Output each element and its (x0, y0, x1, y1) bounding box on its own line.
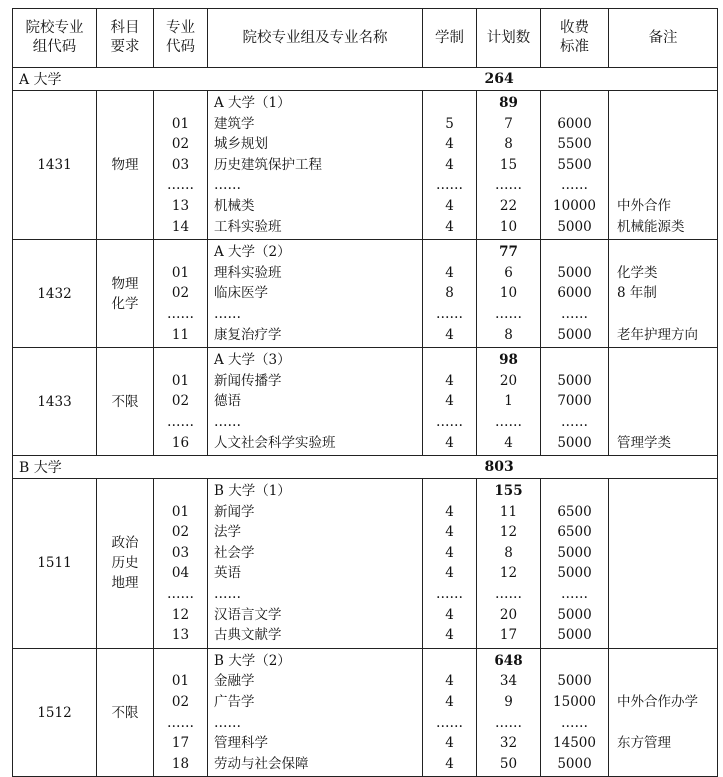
fee: 5500 (557, 136, 592, 153)
fee: …… (561, 305, 588, 322)
major-code: 02 (171, 393, 190, 410)
group-code: 1512 (13, 648, 97, 777)
major-name: 管理科学 (214, 735, 268, 752)
fee: 6000 (557, 115, 592, 132)
header-duration: 学制 (423, 9, 477, 68)
major-code (154, 651, 207, 672)
admission-plan-table (12, 8, 718, 777)
duration: 4 (445, 434, 454, 451)
major-code: 13 (171, 627, 190, 644)
major-code: …… (167, 177, 194, 194)
major-name: …… (214, 177, 241, 194)
plan: …… (495, 177, 522, 194)
note (609, 563, 717, 584)
major-name: 劳动与社会保障 (214, 755, 309, 772)
note: 东方管理 (617, 735, 671, 752)
subject-line: 政治 (111, 535, 139, 552)
notes (609, 240, 718, 348)
plan: 4 (504, 434, 513, 451)
fee: …… (561, 177, 588, 194)
plans (477, 648, 541, 777)
duration: 4 (445, 606, 454, 623)
fee: 5000 (557, 264, 592, 281)
fee: …… (561, 714, 588, 731)
major-code: 01 (171, 503, 190, 520)
major-code: 14 (171, 218, 190, 235)
plan: …… (495, 714, 522, 731)
duration (423, 350, 476, 371)
plan: 10 (499, 218, 518, 235)
fee: 10000 (553, 197, 596, 214)
major-name: …… (214, 714, 241, 731)
plan: …… (495, 305, 522, 322)
note: 化学类 (617, 264, 658, 281)
fee: 5000 (557, 755, 592, 772)
durations (423, 240, 477, 348)
note (609, 391, 717, 412)
subject-line: 地理 (111, 575, 139, 592)
subject-line: 物理 (111, 157, 139, 174)
major-names (208, 648, 423, 777)
major-codes (154, 240, 208, 348)
plan: 34 (499, 673, 518, 690)
major-name: 建筑学 (214, 115, 255, 132)
fee: …… (561, 586, 588, 603)
major-name: …… (214, 586, 241, 603)
major-code: 01 (171, 264, 190, 281)
plan: 9 (504, 694, 513, 711)
fee: 5000 (557, 565, 592, 582)
duration (423, 242, 476, 263)
major-code: …… (167, 714, 194, 731)
duration: 4 (445, 326, 454, 343)
note (609, 625, 717, 646)
note (609, 114, 717, 135)
major-code (154, 350, 207, 371)
plan: 20 (499, 372, 518, 389)
subject-line: 化学 (111, 295, 139, 312)
plan: 8 (504, 326, 513, 343)
fee: 6500 (557, 524, 592, 541)
fee (541, 481, 608, 502)
major-code (154, 242, 207, 263)
university-name: A 大学 (13, 68, 477, 91)
major-codes (154, 348, 208, 456)
major-code: 18 (171, 755, 190, 772)
subject-requirement (97, 348, 154, 456)
header-major-code: 专业代码 (154, 9, 208, 68)
fee: 14500 (553, 735, 596, 752)
note: 中外合作 (617, 197, 671, 214)
duration: …… (436, 714, 463, 731)
duration: 4 (445, 393, 454, 410)
duration: 4 (445, 544, 454, 561)
duration: 4 (445, 264, 454, 281)
plan: 12 (499, 565, 518, 582)
major-codes (154, 91, 208, 240)
fees (541, 240, 609, 348)
fee: 6000 (557, 285, 592, 302)
duration (423, 651, 476, 672)
duration: 4 (445, 673, 454, 690)
note (609, 93, 717, 114)
note (609, 134, 717, 155)
duration: 8 (445, 285, 454, 302)
major-code: …… (167, 586, 194, 603)
duration: 4 (445, 218, 454, 235)
major-code: 02 (171, 524, 190, 541)
major-code: …… (167, 305, 194, 322)
plan: 32 (499, 735, 518, 752)
major-code: 02 (171, 694, 190, 711)
major-code: 11 (171, 326, 190, 343)
table-body (13, 68, 718, 777)
group-code: 1431 (13, 91, 97, 240)
note: 管理学类 (617, 434, 671, 451)
major-name: 工科实验班 (214, 218, 282, 235)
group-row (13, 348, 718, 456)
note (609, 304, 717, 325)
group-total: 98 (499, 352, 518, 369)
fee: 5000 (557, 372, 592, 389)
plan: …… (495, 413, 522, 430)
group-row (13, 648, 718, 777)
fee: 15000 (553, 694, 596, 711)
note (609, 605, 717, 626)
duration: 5 (445, 115, 454, 132)
header-name: 院校专业组及专业名称 (208, 9, 423, 68)
note (609, 522, 717, 543)
plans (477, 479, 541, 649)
plans (477, 91, 541, 240)
group-title: A 大学（3） (214, 352, 291, 369)
plan: 50 (499, 755, 518, 772)
plan: 15 (499, 156, 518, 173)
university-name: B 大学 (13, 456, 477, 479)
note (609, 350, 717, 371)
major-code: 17 (171, 735, 190, 752)
header-row (13, 9, 718, 68)
duration: 4 (445, 503, 454, 520)
major-name: 人文社会科学实验班 (214, 434, 336, 451)
duration: 4 (445, 565, 454, 582)
subject-line: 不限 (111, 704, 139, 721)
group-title: B 大学（1） (214, 483, 291, 500)
major-names (208, 479, 423, 649)
durations (423, 479, 477, 649)
major-name: 金融学 (214, 673, 255, 690)
plan: 1 (504, 393, 513, 410)
major-name: 城乡规划 (214, 136, 268, 153)
major-code: 01 (171, 372, 190, 389)
major-name: 古典文献学 (214, 627, 282, 644)
fee: 5000 (557, 544, 592, 561)
durations (423, 91, 477, 240)
duration: 4 (445, 524, 454, 541)
duration (423, 93, 476, 114)
group-code: 1432 (13, 240, 97, 348)
university-row (13, 68, 718, 91)
major-name: 历史建筑保护工程 (214, 156, 322, 173)
group-total: 155 (494, 483, 523, 500)
major-name: 广告学 (214, 694, 255, 711)
header-fee: 收费标准 (541, 9, 609, 68)
plan: 8 (504, 136, 513, 153)
note (609, 651, 717, 672)
plan: 6 (504, 264, 513, 281)
subject-line: 物理 (111, 275, 139, 292)
major-name: 康复治疗学 (214, 326, 282, 343)
fee: 7000 (557, 393, 592, 410)
header-subject-req: 科目要求 (97, 9, 154, 68)
major-code: 03 (171, 544, 190, 561)
note (609, 754, 717, 775)
group-total: 648 (494, 652, 523, 669)
duration: 4 (445, 136, 454, 153)
university-total: 803 (477, 456, 718, 479)
major-names (208, 240, 423, 348)
major-codes (154, 479, 208, 649)
duration: 4 (445, 372, 454, 389)
plan: 11 (499, 503, 518, 520)
group-code: 1433 (13, 348, 97, 456)
note: 8 年制 (617, 285, 657, 302)
note: 中外合作办学 (617, 694, 698, 711)
major-name: 汉语言文学 (214, 606, 282, 623)
group-title: A 大学（1） (214, 95, 291, 111)
fee: 6500 (557, 503, 592, 520)
duration: …… (436, 177, 463, 194)
fee: 5000 (557, 673, 592, 690)
note (609, 412, 717, 433)
plan: 20 (499, 606, 518, 623)
note (609, 502, 717, 523)
plan: 10 (499, 285, 518, 302)
subject-requirement (97, 648, 154, 777)
note (609, 481, 717, 502)
durations (423, 348, 477, 456)
note (609, 584, 717, 605)
university-total: 264 (477, 68, 718, 91)
fee (541, 350, 608, 371)
notes (609, 648, 718, 777)
major-names (208, 91, 423, 240)
duration: 4 (445, 755, 454, 772)
fee (541, 651, 608, 672)
major-code: 02 (171, 285, 190, 302)
fee: …… (561, 413, 588, 430)
fee: 5000 (557, 218, 592, 235)
fees (541, 648, 609, 777)
group-row (13, 240, 718, 348)
fee (541, 93, 608, 114)
subject-line: 历史 (111, 555, 139, 572)
duration: 4 (445, 156, 454, 173)
fees (541, 91, 609, 240)
plans (477, 240, 541, 348)
fee: 5500 (557, 156, 592, 173)
subject-requirement (97, 479, 154, 649)
major-name: 英语 (214, 565, 241, 582)
major-code: 01 (171, 115, 190, 132)
major-name: 新闻学 (214, 503, 255, 520)
note: 老年护理方向 (617, 326, 698, 343)
header-plan: 计划数 (477, 9, 541, 68)
major-name: 社会学 (214, 544, 255, 561)
duration: …… (436, 305, 463, 322)
group-row (13, 479, 718, 649)
duration: …… (436, 586, 463, 603)
group-title: B 大学（2） (214, 652, 291, 669)
plan: 17 (499, 627, 518, 644)
major-name: 德语 (214, 393, 241, 410)
subject-requirement (97, 240, 154, 348)
major-name: 法学 (214, 524, 241, 541)
major-code: …… (167, 413, 194, 430)
note (609, 671, 717, 692)
note (609, 242, 717, 263)
notes (609, 479, 718, 649)
duration: …… (436, 413, 463, 430)
major-code (154, 481, 207, 502)
plans (477, 348, 541, 456)
major-name: …… (214, 305, 241, 322)
major-code: 03 (171, 156, 190, 173)
major-name: 新闻传播学 (214, 372, 282, 389)
major-codes (154, 648, 208, 777)
major-name: …… (214, 413, 241, 430)
group-total: 77 (499, 244, 518, 261)
major-name: 理科实验班 (214, 264, 282, 281)
fee: 5000 (557, 326, 592, 343)
major-code: 16 (171, 434, 190, 451)
major-code: 02 (171, 136, 190, 153)
plan: 7 (504, 115, 513, 132)
major-name: 机械类 (214, 197, 255, 214)
fee: 5000 (557, 627, 592, 644)
duration (423, 481, 476, 502)
major-code: 13 (171, 197, 190, 214)
note (609, 713, 717, 734)
group-total: 89 (499, 95, 518, 111)
major-code (154, 93, 207, 114)
major-name: 临床医学 (214, 285, 268, 302)
notes (609, 348, 718, 456)
fees (541, 479, 609, 649)
fee: 5000 (557, 434, 592, 451)
note (609, 371, 717, 392)
subject-line: 不限 (111, 393, 139, 410)
major-code: 01 (171, 673, 190, 690)
duration: 4 (445, 735, 454, 752)
plan: 8 (504, 544, 513, 561)
subject-requirement (97, 91, 154, 240)
major-code: 04 (171, 565, 190, 582)
note (609, 543, 717, 564)
group-row (13, 91, 718, 240)
group-title: A 大学（2） (214, 244, 291, 261)
fee: 5000 (557, 606, 592, 623)
group-code: 1511 (13, 479, 97, 649)
duration: 4 (445, 694, 454, 711)
fees (541, 348, 609, 456)
plan: 22 (499, 197, 518, 214)
duration: 4 (445, 197, 454, 214)
fee (541, 242, 608, 263)
plan: 12 (499, 524, 518, 541)
durations (423, 648, 477, 777)
plan: …… (495, 586, 522, 603)
note: 机械能源类 (617, 218, 685, 235)
note (609, 175, 717, 196)
note (609, 155, 717, 176)
duration: 4 (445, 627, 454, 644)
notes (609, 91, 718, 240)
major-code: 12 (171, 606, 190, 623)
header-note: 备注 (609, 9, 718, 68)
major-names (208, 348, 423, 456)
header-group-code: 院校专业组代码 (13, 9, 97, 68)
university-row (13, 456, 718, 479)
